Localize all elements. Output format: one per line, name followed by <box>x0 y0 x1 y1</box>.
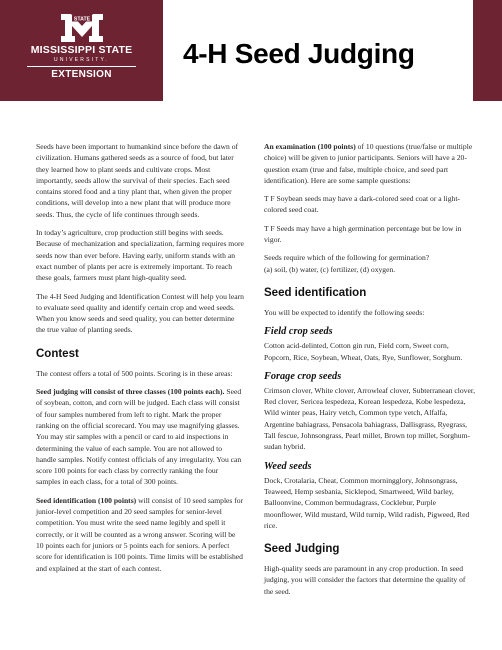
sample-question-3-stem: Seeds require which of the following for germination? <box>264 253 430 263</box>
extension-logo-block <box>0 0 163 101</box>
weed-seeds-heading: Weed seeds <box>264 460 312 472</box>
page-title: 4-H Seed Judging <box>183 38 415 69</box>
seed-identification-paragraph <box>36 495 244 574</box>
forage-crop-heading: Forage crop seeds <box>264 370 342 382</box>
msu-m-icon <box>59 12 105 44</box>
seed-judging-heading: Seed Judging <box>264 543 340 556</box>
seed-identification-intro: You will be expected to identify the following seeds: <box>264 307 425 317</box>
forage-crop-list: Crimson clover, White clover, Arrowleaf clover, Subterranean clover, Red clover, Sericea lespedeza, Korean lespedeza, Kobe lespedeza, Wild winter peas, Hairy vetch, Common type vetch, Alfalfa, Argentine bahiagrass, Pensacola bahiagrass, Dallisgrass, Ryegrass, Tall fescue, Johnsongrass, Pearl millet, Brown top millet, Sorghum-sudan hybrid. <box>264 385 475 452</box>
field-crop-heading: Field crop seeds <box>264 326 333 338</box>
weed-seeds-list: Dock, Crotalaria, Cheat, Common morningglory, Johnsongrass, Teaweed, Hemp sesbania, Sicklepod, Smartweed, Wild barley, Balloonvine, Common bermudagrass, Cocklebur, Purple moonflower, Wild mustard, Wild turnip, Wild radish, Pigweed, Red rice. <box>264 475 470 530</box>
sample-question-3-options: (a) soil, (b) water, (c) fertilizer, (d) oxygen. <box>264 264 396 274</box>
seed-judging-intro: High-quality seeds are paramount in any crop production. In seed judging, you will consider the factors that determine the quality of the seed. <box>264 564 466 596</box>
seed-identification-lead: Seed identification (100 points) <box>36 495 137 505</box>
header-accent-strip <box>473 0 502 101</box>
examination-body: of 10 questions (true/false or multiple choice) will be given to junior participants. Seniors will have a 20-question exam (true and false, multiple choice, and seed part identification). Here are some sample questions: <box>264 142 473 185</box>
left-column <box>36 141 244 581</box>
sample-question-2: T F Seeds may have a high germination percentage but be low in vigor. <box>264 223 462 245</box>
right-column <box>264 141 476 604</box>
sample-question-1: T F Soybean seeds may have a dark-colored seed coat or a light-colored seed coat. <box>264 194 460 215</box>
logo-extension-label: EXTENSION <box>51 69 112 80</box>
seed-identification-body: will consist of 10 seed samples for junior-level competition and 20 seed samples for senior-level competition. You must write the seed name legibly and spell it correctly, or it will be counted as a wrong answer. Scoring will be 10 points each for juniors or 5 points each for seniors. A perfect score for identification is 100 points. Time limits will be established and explained at the start of each contest. <box>36 495 244 573</box>
agriculture-paragraph: In today’s agriculture, crop production still begins with seeds. Because of mechanization and specialization, farming requires more seeds now than ever before. Having early, uniform stands with an exact number of plants per acre is extremely important. To reach these goals, farmers must plant high-quality seed. <box>36 228 244 283</box>
intro-paragraph: Seeds have been important to humankind since before the dawn of civilization. Humans gathered seeds as a source of food, but later they learned how to plant seeds and cultivate crops. Most importantly, seeds allow the survival of their species. Each seed contains stored food and a tiny plant that, when given the proper conditions, will develop into a new plant that will produce more seeds. Thus, the cycle of life continues through seeds. <box>36 142 239 219</box>
seed-judging-body: Seed of soybean, cotton, and corn will be judged. Each class will consist of four samples numbered from left to right. Mark the proper ranking on the official scorecard. You may use magnifying glasses. You may stir samples with a pencil or card to aid inspections in determining the value of each sample. You are not allowed to handle samples. Notify contest officials of any irregularity. You can score 100 points for each class by correctly ranking the four samples in each class, for a total of 300 points. <box>36 387 242 487</box>
sample-question-3 <box>264 252 476 275</box>
seed-judging-lead: Seed judging will consist of three classes (100 points each). <box>36 387 225 397</box>
seed-judging-paragraph <box>36 386 244 488</box>
logo-university-label: UNIVERSITY. <box>54 57 109 63</box>
seed-identification-heading: Seed identification <box>264 286 367 299</box>
contest-heading: Contest <box>36 347 79 360</box>
logo-badge-text: STATE <box>73 16 91 23</box>
contest-intro-paragraph: The 4-H Seed Judging and Identification Contest will help you learn to evaluate seed quality and identify certain crop and weed seeds. When you know seeds and seed quality, you can better determine the true value of planting seeds. <box>36 291 244 335</box>
examination-lead: An examination (100 points) <box>264 142 356 151</box>
contest-points-paragraph: The contest offers a total of 500 points. Scoring is in these areas: <box>36 368 233 378</box>
field-crop-list: Cotton acid-delinted, Cotton gin run, Field corn, Sweet corn, Popcorn, Rice, Soybean, Wheat, Oats, Rye, Sunflower, Sorghum. <box>264 341 463 362</box>
examination-paragraph <box>264 141 476 186</box>
logo-divider <box>27 66 136 67</box>
logo-university-name: MISSISSIPPI STATE <box>30 44 133 56</box>
